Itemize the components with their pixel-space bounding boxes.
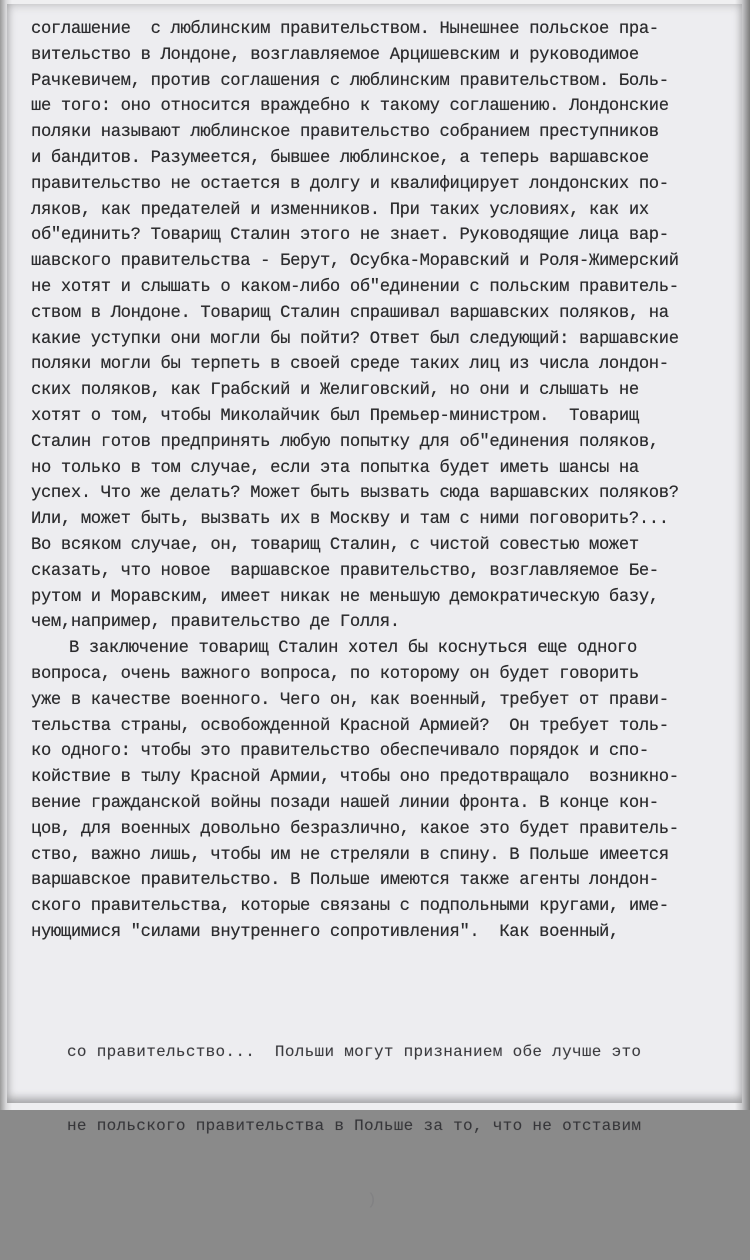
text-line: варшавское правительство. В Польше имеются также агенты лондон- xyxy=(31,871,659,891)
text-line: сказать, что новое варшавское правительство, возглавляемое Бе- xyxy=(31,561,659,581)
text-line: ко одного: чтобы это правительство обеспечивало порядок и спо- xyxy=(31,742,649,762)
text-line: рутом и Моравским, имеет никак не меньшую демократическую базу, xyxy=(31,587,659,607)
text-line: соглашение с люблинским правительством. Нынешнее польское пра- xyxy=(31,20,659,39)
text-line: ских поляков, как Грабский и Желиговский, но они и слышать не xyxy=(31,381,639,401)
text-line: шавского правительства - Берут, Осубка-Моравский и Роля-Жимерский xyxy=(31,252,679,272)
text-line: об"единить? Товарищ Сталин этого не знает. Руководящие лица вар- xyxy=(31,226,669,246)
text-line: ляков, как предателей и изменников. При таких условиях, как их xyxy=(31,200,649,220)
text-line: вительство в Лондоне, возглавляемое Арцишевским и руководимое xyxy=(31,45,639,65)
bleed-line: со правительство... Польши могут признанием обе лучше это xyxy=(67,1043,642,1061)
text-line: и бандитов. Разумеется, бывшее люблинское, а теперь варшавское xyxy=(31,148,649,168)
text-line: поляки могли бы терпеть в своей среде таких лиц из числа лондон- xyxy=(31,355,669,375)
text-line: успех. Что же делать? Может быть вызвать сюда варшавских поляков? xyxy=(31,484,679,504)
text-line: цов, для военных довольно безразлично, какое это будет правитель- xyxy=(31,819,679,839)
text-line: Или, может быть, вызвать их в Москву и там с ними поговорить?... xyxy=(31,510,669,530)
text-line: хотят о том, чтобы Миколайчик был Премьер-министром. Товарищ xyxy=(31,406,639,426)
text-line: не хотят и слышать о каком-либо об"единении с польским правитель- xyxy=(31,277,679,297)
text-line: Во всяком случае, он, товарищ Сталин, с чистой совестью может xyxy=(31,535,639,555)
text-line: ством в Лондоне. Товарищ Сталин спрашивал варшавских поляков, на xyxy=(31,303,669,323)
text-line: ского правительства, которые связаны с подпольными кругами, име- xyxy=(31,897,669,917)
text-line: чем,например, правительство де Голля. xyxy=(31,613,400,633)
text-line: но только в том случае, если эта попытка будет иметь шансы на xyxy=(31,458,639,478)
text-line: нующимися "силами внутреннего сопротивления". Как военный, xyxy=(31,922,619,942)
text-line: вение гражданской войны позади нашей линии фронта. В конце кон- xyxy=(31,793,659,813)
paragraph-start-line: В заключение товарищ Сталин хотел бы коснуться еще одного xyxy=(69,639,637,659)
text-line: поляки называют люблинское правительство собранием преступников xyxy=(31,123,659,143)
text-line: тельства страны, освобожденной Красной Армией? Он требует толь- xyxy=(31,716,669,736)
text-line: койствие в тылу Красной Армии, чтобы оно предотвращало возникно- xyxy=(31,768,679,788)
bleed-page-mark: ) xyxy=(367,1190,377,1209)
text-line: уже в качестве военного. Чего он, как военный, требует от прави- xyxy=(31,690,669,710)
text-line: Сталин готов предпринять любую попытку для об"единения поляков, xyxy=(31,432,659,452)
bleed-line: не польского правительства в Польше за то, что не отставим xyxy=(67,1116,642,1135)
text-line: ше того: оно относится враждебно к такому соглашению. Лондонские xyxy=(31,97,669,117)
text-line: вопроса, очень важного вопроса, по которому он будет говорить xyxy=(31,664,639,684)
text-line: какие уступки они могли бы пойти? Ответ был следующий: варшавские xyxy=(31,329,679,349)
text-line: правительство не остается в долгу и квалифицирует лондонских по- xyxy=(31,174,669,194)
typewritten-body xyxy=(31,17,721,946)
bleed-through-text xyxy=(67,992,707,1260)
text-line: Рачкевичем, против соглашения с люблинским правительством. Боль- xyxy=(31,71,669,91)
text-line: ство, важно лишь, чтобы им не стреляли в спину. В Польше имеется xyxy=(31,845,669,865)
